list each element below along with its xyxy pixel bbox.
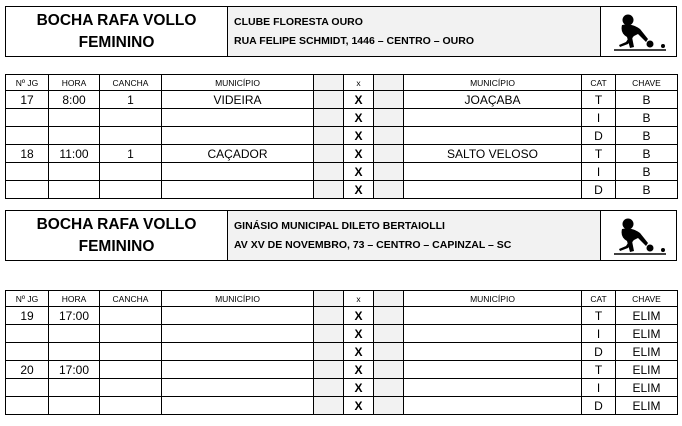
cell-chave: B (616, 181, 678, 199)
cell-municipio-b (404, 127, 582, 145)
cell-spacer-a (314, 343, 344, 361)
cell-cancha (100, 163, 162, 181)
cell-spacer-a (314, 127, 344, 145)
logo (601, 7, 676, 56)
cell-municipio-b (404, 397, 582, 415)
cell-hora (49, 397, 100, 415)
cell-cat: T (582, 307, 616, 325)
cell-hora (49, 181, 100, 199)
table-row (6, 325, 678, 343)
col-header-municipio-b: MUNICÍPIO (404, 291, 582, 307)
cell-spacer-b (374, 163, 404, 181)
cell-spacer-a (314, 307, 344, 325)
cell-municipio-a (162, 325, 314, 343)
table-header-row (6, 291, 678, 307)
bocce-player-icon (610, 215, 668, 257)
venue-info (228, 211, 601, 260)
cell-cat: I (582, 379, 616, 397)
logo (601, 211, 676, 260)
cell-spacer-b (374, 397, 404, 415)
cell-municipio-b (404, 325, 582, 343)
table-row (6, 109, 678, 127)
cell-x: X (344, 343, 374, 361)
cell-spacer-b (374, 361, 404, 379)
venue-name: CLUBE FLORESTA OURO (234, 15, 363, 28)
cell-jg (6, 181, 49, 199)
cell-chave: B (616, 145, 678, 163)
cell-municipio-a (162, 127, 314, 145)
cell-jg: 19 (6, 307, 49, 325)
cell-municipio-a (162, 361, 314, 379)
cell-spacer-b (374, 325, 404, 343)
cell-cancha (100, 361, 162, 379)
col-header-spacer-a (314, 75, 344, 91)
cell-chave: ELIM (616, 307, 678, 325)
cell-cat: T (582, 91, 616, 109)
table-row (6, 145, 678, 163)
table-row (6, 361, 678, 379)
cell-chave: ELIM (616, 379, 678, 397)
cell-x: X (344, 91, 374, 109)
cell-cancha (100, 127, 162, 145)
col-header-spacer-a (314, 291, 344, 307)
cell-cat: T (582, 361, 616, 379)
table-row (6, 163, 678, 181)
cell-jg (6, 343, 49, 361)
cell-cancha (100, 181, 162, 199)
cell-cancha (100, 307, 162, 325)
cell-municipio-b: JOAÇABA (404, 91, 582, 109)
cell-x: X (344, 127, 374, 145)
event-title-line1: BOCHA RAFA VOLLO (36, 11, 197, 29)
cell-spacer-b (374, 145, 404, 163)
cell-spacer-a (314, 325, 344, 343)
table-header-row (6, 75, 678, 91)
table-row (6, 181, 678, 199)
col-header-jg: Nº JG (6, 291, 49, 307)
cell-municipio-a (162, 379, 314, 397)
table-row (6, 343, 678, 361)
col-header-chave: CHAVE (616, 291, 678, 307)
cell-jg (6, 397, 49, 415)
cell-x: X (344, 109, 374, 127)
event-title-line1: BOCHA RAFA VOLLO (36, 215, 197, 233)
cell-x: X (344, 145, 374, 163)
cell-municipio-b (404, 379, 582, 397)
cell-spacer-a (314, 379, 344, 397)
cell-x: X (344, 379, 374, 397)
venue-info (228, 7, 601, 56)
event-title-line2: FEMININO (78, 33, 155, 51)
cell-jg (6, 163, 49, 181)
table-row (6, 397, 678, 415)
col-header-jg: Nº JG (6, 75, 49, 91)
cell-chave: ELIM (616, 325, 678, 343)
cell-cancha (100, 325, 162, 343)
cell-jg: 17 (6, 91, 49, 109)
venue-address: RUA FELIPE SCHMIDT, 1446 – CENTRO – OURO (234, 34, 474, 47)
cell-cancha (100, 343, 162, 361)
cell-chave: ELIM (616, 343, 678, 361)
cell-spacer-a (314, 181, 344, 199)
cell-cat: D (582, 127, 616, 145)
cell-hora: 11:00 (49, 145, 100, 163)
cell-x: X (344, 307, 374, 325)
cell-spacer-a (314, 91, 344, 109)
cell-chave: B (616, 163, 678, 181)
cell-cancha (100, 109, 162, 127)
schedule-table (5, 74, 678, 199)
event-title (6, 7, 228, 56)
cell-spacer-b (374, 379, 404, 397)
cell-jg (6, 127, 49, 145)
cell-spacer-a (314, 109, 344, 127)
cell-cancha (100, 397, 162, 415)
event-title-line2: FEMININO (78, 237, 155, 255)
cell-hora (49, 325, 100, 343)
cell-municipio-a (162, 109, 314, 127)
cell-cat: D (582, 343, 616, 361)
cell-hora (49, 163, 100, 181)
col-header-cat: CAT (582, 291, 616, 307)
cell-municipio-b (404, 307, 582, 325)
cell-municipio-a: VIDEIRA (162, 91, 314, 109)
cell-municipio-a (162, 181, 314, 199)
cell-spacer-a (314, 397, 344, 415)
table-row (6, 379, 678, 397)
col-header-cancha: CANCHA (100, 291, 162, 307)
col-header-x: x (344, 291, 374, 307)
col-header-cat: CAT (582, 75, 616, 91)
cell-x: X (344, 163, 374, 181)
cell-hora (49, 127, 100, 145)
table-row (6, 307, 678, 325)
cell-cat: I (582, 325, 616, 343)
cell-chave: B (616, 91, 678, 109)
cell-x: X (344, 397, 374, 415)
cell-municipio-a: CAÇADOR (162, 145, 314, 163)
cell-cancha: 1 (100, 145, 162, 163)
cell-hora: 17:00 (49, 307, 100, 325)
table-row (6, 127, 678, 145)
block-header (5, 6, 677, 57)
cell-cat: D (582, 397, 616, 415)
cell-x: X (344, 361, 374, 379)
venue-address: AV XV DE NOVEMBRO, 73 – CENTRO – CAPINZAL – SC (234, 238, 512, 251)
schedule-table (5, 290, 678, 415)
col-header-hora: HORA (49, 75, 100, 91)
cell-jg: 20 (6, 361, 49, 379)
cell-municipio-a (162, 163, 314, 181)
cell-spacer-a (314, 361, 344, 379)
col-header-municipio-a: MUNICÍPIO (162, 291, 314, 307)
cell-jg (6, 325, 49, 343)
cell-jg (6, 109, 49, 127)
venue-name: GINÁSIO MUNICIPAL DILETO BERTAIOLLI (234, 219, 445, 232)
col-header-chave: CHAVE (616, 75, 678, 91)
cell-cat: T (582, 145, 616, 163)
cell-spacer-b (374, 307, 404, 325)
col-header-x: x (344, 75, 374, 91)
cell-spacer-b (374, 127, 404, 145)
cell-spacer-b (374, 91, 404, 109)
cell-hora (49, 109, 100, 127)
cell-x: X (344, 181, 374, 199)
cell-chave: ELIM (616, 361, 678, 379)
cell-municipio-b (404, 361, 582, 379)
col-header-hora: HORA (49, 291, 100, 307)
col-header-spacer-b (374, 75, 404, 91)
table-row (6, 91, 678, 109)
cell-municipio-b (404, 109, 582, 127)
cell-municipio-b (404, 163, 582, 181)
cell-hora: 17:00 (49, 361, 100, 379)
cell-hora: 8:00 (49, 91, 100, 109)
event-title (6, 211, 228, 260)
col-header-spacer-b (374, 291, 404, 307)
cell-municipio-b (404, 181, 582, 199)
cell-cat: I (582, 163, 616, 181)
cell-spacer-b (374, 181, 404, 199)
cell-municipio-b (404, 343, 582, 361)
cell-chave: ELIM (616, 397, 678, 415)
cell-chave: B (616, 109, 678, 127)
cell-municipio-a (162, 343, 314, 361)
cell-municipio-a (162, 307, 314, 325)
cell-spacer-a (314, 145, 344, 163)
cell-hora (49, 379, 100, 397)
cell-municipio-b: SALTO VELOSO (404, 145, 582, 163)
col-header-cancha: CANCHA (100, 75, 162, 91)
bocce-player-icon (610, 11, 668, 53)
block-header (5, 210, 677, 261)
cell-cancha (100, 379, 162, 397)
cell-cancha: 1 (100, 91, 162, 109)
cell-spacer-a (314, 163, 344, 181)
cell-x: X (344, 325, 374, 343)
cell-spacer-b (374, 109, 404, 127)
cell-chave: B (616, 127, 678, 145)
cell-cat: D (582, 181, 616, 199)
cell-jg: 18 (6, 145, 49, 163)
cell-cat: I (582, 109, 616, 127)
cell-hora (49, 343, 100, 361)
cell-spacer-b (374, 343, 404, 361)
cell-jg (6, 379, 49, 397)
cell-municipio-a (162, 397, 314, 415)
col-header-municipio-a: MUNICÍPIO (162, 75, 314, 91)
col-header-municipio-b: MUNICÍPIO (404, 75, 582, 91)
